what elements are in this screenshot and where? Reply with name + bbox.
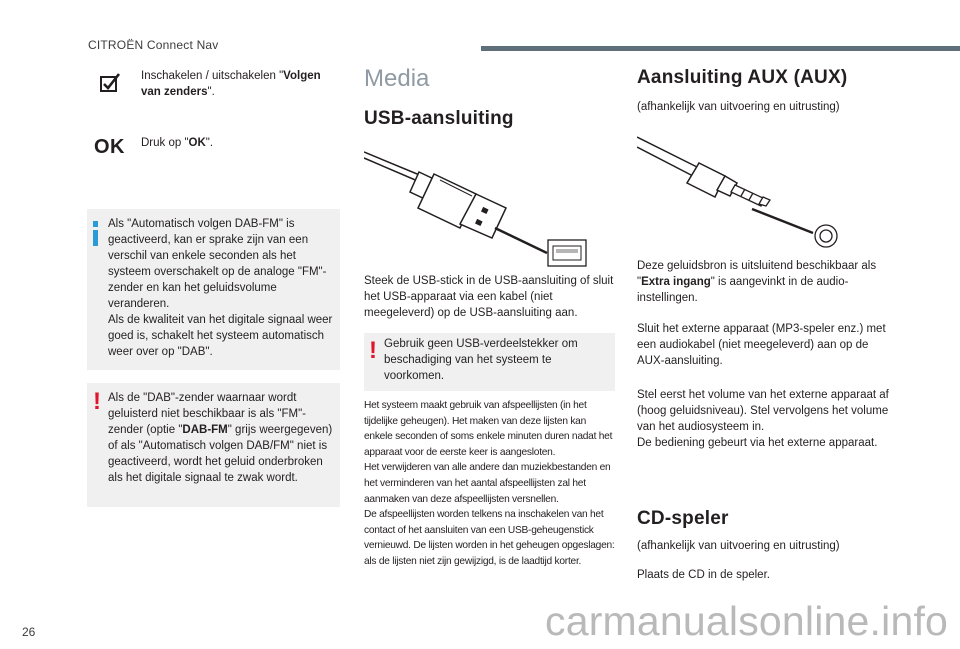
page-number: 26 [22,625,36,639]
usb-warning-box [364,333,615,391]
info-i-icon [93,230,98,246]
aux-jack-illustration [637,133,842,249]
aux-heading: Aansluiting AUX (AUX) [637,67,848,88]
checkbox-tick-icon [98,72,122,94]
info-i-dot [93,221,98,227]
press-ok-text: Druk op "OK". [141,137,214,149]
warning-icon: ! [93,388,101,415]
watermark: carmanualsonline.info [545,598,949,644]
aux-connect-text: Sluit het externe apparaat (MP3-speler enz.) met een audiokabel (niet meegeleverd) aan op de AUX-aansluiting. [637,323,886,367]
cd-instruction: Plaats de CD in de speler. [637,569,770,581]
aux-availability-note: (afhankelijk van uitvoering en uitrusting) [637,101,840,113]
ok-icon: OK [94,136,125,158]
usb-plug-illustration [364,144,589,268]
cd-heading: CD-speler [637,508,729,529]
media-title: Media [364,65,430,92]
playlist-info: Het systeem maakt gebruik van afspeellijsten (in het tijdelijke geheugen). Het maken van deze lijsten kan enkele seconden of soms enkele minuten duren nadat het apparaat voor de eerste keer is aangesloten. Het verwijderen van alle andere dan muziekbestanden en het verminderen van het aantal afspeellijsten zal het aanmaken van deze afspeellijsten versnellen. De afspeellijsten worden telkens na inschakelen van het contact of het aansluiten van een USB-geheugenstick vernieuwd. De lijsten worden in het geheugen opgeslagen: als de lijsten niet zijn gewijzigd, is de laadtijd korter. [364,400,615,567]
info-box [87,209,340,370]
info-text: Als "Automatisch volgen DAB-FM" is geactiveerd, kan er sprake zijn van een verschil van enkele seconden als het systeem overschakelt op de analoge "FM"-zender en kan het geluidsvolume veranderen. Als de kwaliteit van het digitale signaal weer goed is, schakelt het systeem automatisch weer over op "DAB". [108,218,333,358]
warning-icon: ! [369,337,377,364]
header-title: CITROËN Connect Nav [88,38,219,52]
aux-volume-text: Stel eerst het volume van het externe apparaat af (hoog geluidsniveau). Stel vervolgens het volume van het audiosysteem in. De bediening gebeurt via het externe apparaat. [637,389,889,449]
usb-instruction: Steek de USB-stick in de USB-aansluiting of sluit het USB-apparaat via een kabel (niet meegeleverd) op de USB-aansluiting aan. [364,275,614,319]
follow-stations-text: Inschakelen / uitschakelen "Volgen van zenders". [141,70,321,98]
warning-box [87,383,340,507]
aux-extra-input-text: Deze geluidsbron is uitsluitend beschikbaar als "Extra ingang" is aangevinkt in de audio-instellingen. [637,260,877,304]
usb-heading: USB-aansluiting [364,108,514,129]
cd-availability-note: (afhankelijk van uitvoering en uitrusting) [637,540,840,552]
header-bar [481,46,960,51]
usb-warning-text: Gebruik geen USB-verdeelstekker om beschadiging van het systeem te voorkomen. [384,338,578,382]
warning-text: Als de "DAB"-zender waarnaar wordt geluisterd niet beschikbaar is als "FM"-zender (optie "DAB-FM" grijs weergegeven) of als "Automatisch volgen DAB/FM" niet is geactiveerd, wordt het geluid onderbroken als het digitale signaal te zwak wordt. [108,392,333,484]
